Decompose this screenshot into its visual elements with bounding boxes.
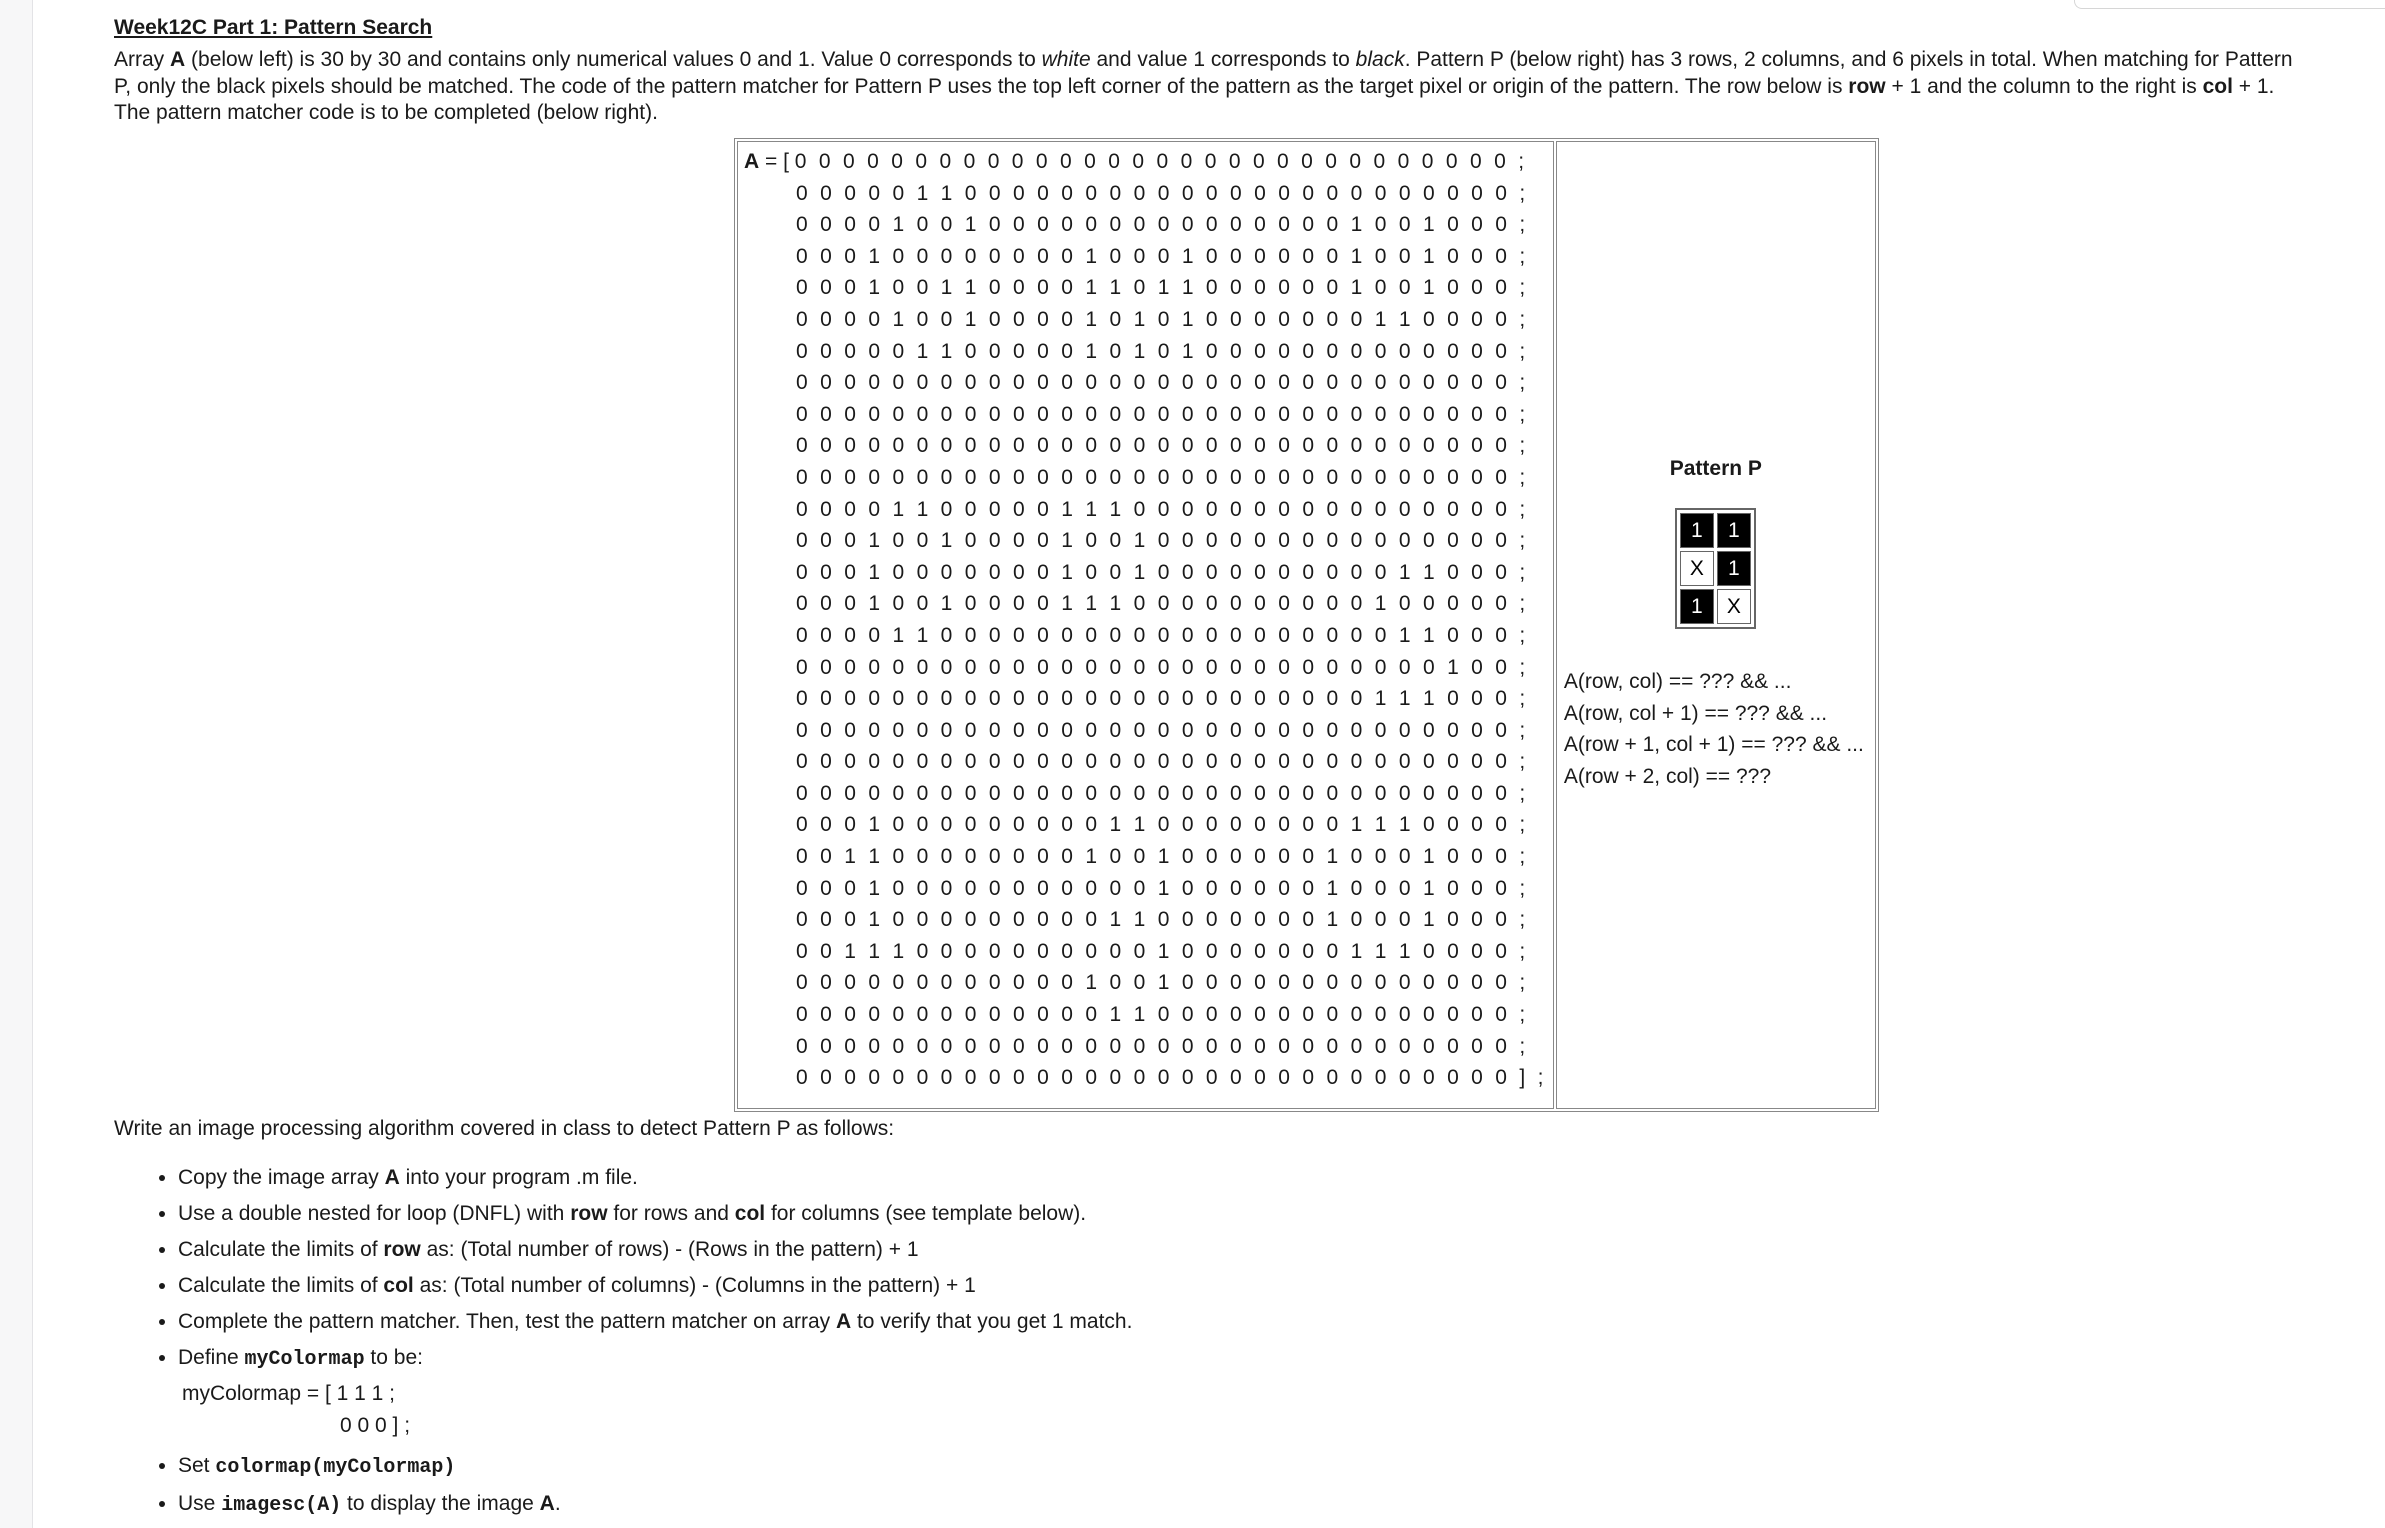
array-row — [744, 1062, 1547, 1094]
pattern-row — [1680, 513, 1751, 548]
array-row — [744, 936, 1547, 968]
instruction-item — [178, 1448, 1614, 1486]
array-row-values: 0 0 0 0 0 0 0 0 0 0 0 0 0 0 0 0 0 0 0 0 0 0 0 0 0 0 0 1 0 0 ; — [796, 655, 1529, 679]
pattern-title: Pattern P — [1669, 457, 1762, 480]
page-title: Week12C Part 1: Pattern Search — [114, 16, 433, 39]
array-row — [744, 778, 1547, 810]
array-row — [744, 715, 1547, 747]
array-row-values: 0 0 0 0 0 0 0 0 0 0 0 0 0 0 0 0 0 0 0 0 0 0 0 0 0 0 0 0 0 0 ; — [796, 750, 1529, 774]
array-row — [744, 336, 1547, 368]
array-row — [744, 809, 1547, 841]
array-row-values: 0 0 0 1 0 0 1 1 0 0 0 0 1 1 0 1 1 0 0 0 0 0 0 1 0 0 1 0 0 0 ; — [796, 276, 1529, 300]
array-row-values: 0 0 0 0 0 0 0 0 0 0 0 0 0 0 0 0 0 0 0 0 0 0 0 0 0 0 0 0 0 0 ; — [796, 465, 1529, 489]
matcher-line: A(row + 2, col) == ??? — [1563, 764, 1772, 788]
instruction-item — [178, 1196, 1614, 1232]
colormap-line: 0 0 0 ] ; — [340, 1414, 411, 1437]
instruction-bold: A — [539, 1492, 555, 1515]
instruction-bold: A — [384, 1166, 400, 1189]
pattern-row — [1680, 551, 1751, 586]
instruction-text: Set — [178, 1454, 216, 1477]
array-row — [744, 557, 1547, 589]
array-row-values: 0 0 0 0 1 1 0 0 0 0 0 0 0 0 0 0 0 0 0 0 0 0 0 0 0 1 1 0 0 0 ; — [796, 623, 1529, 647]
intro-bold-text: row — [1848, 74, 1886, 98]
instruction-text: for rows and — [607, 1202, 735, 1225]
array-row-values: 0 0 0 1 0 0 0 0 0 0 0 0 1 0 0 0 1 0 0 0 0 0 0 1 0 0 1 0 0 0 ; — [796, 244, 1529, 268]
array-row-values: 0 0 0 0 0 0 0 0 0 0 0 0 0 0 0 0 0 0 0 0 0 0 0 0 0 0 0 0 0 0 ; — [796, 434, 1529, 458]
array-row — [744, 209, 1547, 241]
instruction-text: into your program .m file. — [399, 1166, 638, 1189]
array-a-listing — [744, 146, 1547, 1094]
instruction-text: Calculate the limits of — [178, 1274, 384, 1297]
instruction-text: to verify that you get 1 match. — [851, 1310, 1133, 1333]
instruction-bold: col — [734, 1202, 766, 1225]
matcher-line: A(row + 1, col + 1) == ??? && ... — [1563, 733, 1864, 756]
array-row — [744, 873, 1547, 905]
instructions-section — [114, 1115, 1614, 1524]
intro-italic-text: white — [1041, 48, 1091, 71]
intro-text: (below left) is 30 by 30 and contains only numerical values 0 and 1. Value 0 corresponds to — [185, 48, 1042, 71]
intro-text: . Pattern P (below right) has 3 rows, 2 columns, and 6 pixels in total. When matching for Pattern P, only the black pixels should be matched. The code of the pattern matcher for Pattern P uses the top left corner of the pattern as the target pixel or origin of the pattern. The row below is — [114, 48, 2293, 98]
array-prefix — [744, 150, 795, 173]
intro-text: + 1 and the column to the right is — [1885, 74, 2203, 98]
array-row-values: 0 0 0 1 0 0 1 0 0 0 0 1 1 1 0 0 0 0 0 0 0 0 0 0 1 0 0 0 0 0 ; — [796, 592, 1529, 616]
array-row-values: 0 0 0 0 1 0 0 1 0 0 0 0 0 0 0 0 0 0 0 0 0 0 0 1 0 0 1 0 0 0 ; — [796, 213, 1529, 237]
instruction-text: . — [554, 1492, 561, 1515]
instruction-bold: col — [383, 1274, 414, 1297]
instruction-text: Define — [178, 1346, 245, 1369]
array-row-values: 0 0 0 0 0 0 0 0 0 0 0 0 0 0 0 0 0 0 0 0 0 0 0 0 0 0 0 0 0 0 ; — [794, 150, 1528, 173]
instruction-code: myColormap — [244, 1348, 365, 1371]
instruction-item — [178, 1160, 1614, 1196]
instruction-bold: row — [383, 1238, 421, 1261]
array-row — [744, 967, 1547, 999]
instruction-text: Use a double nested for loop (DNFL) with — [178, 1202, 571, 1225]
array-row — [744, 304, 1547, 336]
instructions-list — [114, 1160, 1614, 1524]
array-row-values: 0 0 0 0 0 0 0 0 0 0 0 0 0 0 0 0 0 0 0 0 0 0 0 0 0 0 0 0 0 0 ; — [796, 1034, 1529, 1058]
instruction-bold: row — [570, 1202, 608, 1225]
instruction-text: Copy the image array — [178, 1166, 385, 1189]
array-row-values: 0 0 0 1 0 0 0 0 0 0 0 0 0 1 1 0 0 0 0 0 0 0 0 1 1 1 0 0 0 0 ; — [796, 813, 1529, 837]
pattern-pixel: 1 — [1717, 513, 1751, 548]
array-row-values: 0 0 0 0 1 0 0 1 0 0 0 0 1 0 1 0 1 0 0 0 0 0 0 0 1 1 0 0 0 0 ; — [796, 307, 1529, 331]
intro-bold-text: A — [170, 48, 186, 71]
pattern-grid — [1675, 508, 1756, 629]
pattern-matcher-code — [1564, 666, 1864, 792]
array-row — [744, 999, 1547, 1031]
array-row-values: 0 0 0 0 0 0 0 0 0 0 0 0 1 0 0 1 0 0 0 0 0 0 0 0 0 0 0 0 0 0 ; — [796, 971, 1529, 995]
array-row-values: 0 0 0 1 0 0 1 0 0 0 0 1 0 0 1 0 0 0 0 0 0 0 0 0 0 0 0 0 0 0 ; — [796, 529, 1529, 553]
array-row-values: 0 0 1 1 1 0 0 0 0 0 0 0 0 0 0 1 0 0 0 0 0 0 0 1 1 1 0 0 0 0 ; — [796, 939, 1529, 963]
array-row-values: 0 0 0 1 0 0 0 0 0 0 0 0 0 0 0 1 0 0 0 0 0 0 1 0 0 0 1 0 0 0 ; — [796, 876, 1529, 900]
array-row-values: 0 0 0 0 0 1 1 0 0 0 0 0 0 0 0 0 0 0 0 0 0 0 0 0 0 0 0 0 0 0 ; — [796, 181, 1529, 205]
instruction-item — [178, 1486, 1614, 1524]
array-row — [744, 146, 1547, 178]
matcher-line: A(row, col + 1) == ??? && ... — [1563, 701, 1828, 725]
array-row — [744, 746, 1547, 778]
instruction-bold: A — [835, 1310, 852, 1333]
instruction-text: Use — [178, 1492, 222, 1515]
array-row-values: 0 0 0 0 0 0 0 0 0 0 0 0 0 0 0 0 0 0 0 0 0 0 0 0 0 0 0 0 0 0 ; — [796, 781, 1529, 805]
array-row — [744, 462, 1547, 494]
instruction-code: colormap(myColormap) — [215, 1456, 456, 1479]
array-row — [744, 588, 1547, 620]
array-row — [744, 430, 1547, 462]
array-row-values: 0 0 0 0 0 0 0 0 0 0 0 0 0 0 0 0 0 0 0 0 0 0 0 0 0 0 0 0 0 0 ] ; — [796, 1066, 1547, 1090]
pattern-pixel: 1 — [1680, 589, 1714, 624]
array-row — [744, 904, 1547, 936]
array-row — [744, 178, 1547, 210]
array-row-values: 0 0 0 0 0 1 1 0 0 0 0 0 1 0 1 0 1 0 0 0 0 0 0 0 0 0 0 0 0 0 ; — [796, 339, 1529, 363]
pattern-pixel: 1 — [1680, 513, 1714, 548]
instruction-text: as: (Total number of columns) - (Columns in the pattern) + 1 — [413, 1274, 976, 1297]
instructions-lead: Write an image processing algorithm covered in class to detect Pattern P as follows: — [114, 1117, 895, 1140]
array-row-values: 0 0 0 0 0 0 0 0 0 0 0 0 0 0 0 0 0 0 0 0 0 0 0 0 0 0 0 0 0 0 ; — [796, 371, 1529, 395]
array-row — [744, 620, 1547, 652]
array-a-cell — [737, 141, 1554, 1109]
array-row — [744, 525, 1547, 557]
instruction-item — [178, 1268, 1614, 1304]
instruction-item — [178, 1232, 1614, 1268]
pattern-row — [1680, 589, 1751, 624]
pattern-pixel: 1 — [1717, 551, 1751, 586]
array-row — [744, 683, 1547, 715]
matcher-line: A(row, col) == ??? && ... — [1563, 670, 1792, 693]
array-row-values: 0 0 0 0 1 1 0 0 0 0 0 1 1 1 0 0 0 0 0 0 0 0 0 0 0 0 0 0 0 0 ; — [796, 497, 1529, 521]
intro-text: + 1. The pattern matcher code is to be completed (below right). — [114, 74, 2275, 124]
instruction-item — [178, 1340, 1614, 1442]
array-row — [744, 1031, 1547, 1063]
array-pattern-table — [734, 138, 1879, 1112]
instruction-item — [178, 1304, 1614, 1340]
array-row-values: 0 0 1 1 0 0 0 0 0 0 0 0 1 0 0 1 0 0 0 0 0 0 1 0 0 0 1 0 0 0 ; — [796, 845, 1529, 869]
instruction-text: to be: — [364, 1346, 423, 1369]
assignment-header — [114, 14, 2314, 127]
array-row — [744, 399, 1547, 431]
array-row-values: 0 0 0 1 0 0 0 0 0 0 0 0 0 1 1 0 0 0 0 0 0 0 1 0 0 0 1 0 0 0 ; — [796, 908, 1529, 932]
instruction-text: for columns (see template below). — [765, 1202, 1087, 1225]
colormap-line: myColormap = [ 1 1 1 ; — [182, 1382, 396, 1405]
intro-bold-text: col — [2202, 74, 2233, 98]
pattern-pixel: X — [1680, 551, 1714, 586]
array-row — [744, 241, 1547, 273]
array-row — [744, 652, 1547, 684]
array-row — [744, 367, 1547, 399]
pattern-pixel: X — [1717, 589, 1751, 624]
left-margin-bar — [0, 0, 33, 1528]
array-row-values: 0 0 0 0 0 0 0 0 0 0 0 0 0 0 0 0 0 0 0 0 0 0 0 0 0 0 0 0 0 0 ; — [796, 718, 1529, 742]
array-name: A — [744, 150, 760, 173]
array-row — [744, 494, 1547, 526]
intro-italic-text: black — [1355, 48, 1405, 71]
array-row — [744, 272, 1547, 304]
top-right-frame — [2074, 0, 2385, 9]
array-open-bracket: = [ — [759, 150, 795, 173]
array-row-values: 0 0 0 0 0 0 0 0 0 0 0 0 0 1 1 0 0 0 0 0 0 0 0 0 0 0 0 0 0 0 ; — [796, 1003, 1529, 1027]
pattern-p-cell — [1556, 141, 1876, 1109]
intro-paragraph — [114, 47, 2314, 127]
instruction-code: imagesc(A) — [221, 1494, 342, 1517]
array-row — [744, 841, 1547, 873]
array-row-values: 0 0 0 0 0 0 0 0 0 0 0 0 0 0 0 0 0 0 0 0 0 0 0 0 0 0 0 0 0 0 ; — [796, 402, 1529, 426]
instruction-text: Calculate the limits of — [178, 1238, 384, 1261]
array-row-values: 0 0 0 1 0 0 0 0 0 0 0 1 0 0 1 0 0 0 0 0 0 0 0 0 0 1 1 0 0 0 ; — [796, 560, 1529, 584]
instruction-text: to display the image — [341, 1492, 540, 1515]
intro-text: and value 1 corresponds to — [1090, 48, 1356, 71]
intro-text: Array — [114, 48, 171, 71]
instruction-text: Complete the pattern matcher. Then, test the pattern matcher on array — [178, 1310, 836, 1333]
array-row-values: 0 0 0 0 0 0 0 0 0 0 0 0 0 0 0 0 0 0 0 0 0 0 0 0 1 1 1 0 0 0 ; — [796, 687, 1529, 711]
instruction-text: as: (Total number of rows) - (Rows in the pattern) + 1 — [420, 1238, 919, 1261]
